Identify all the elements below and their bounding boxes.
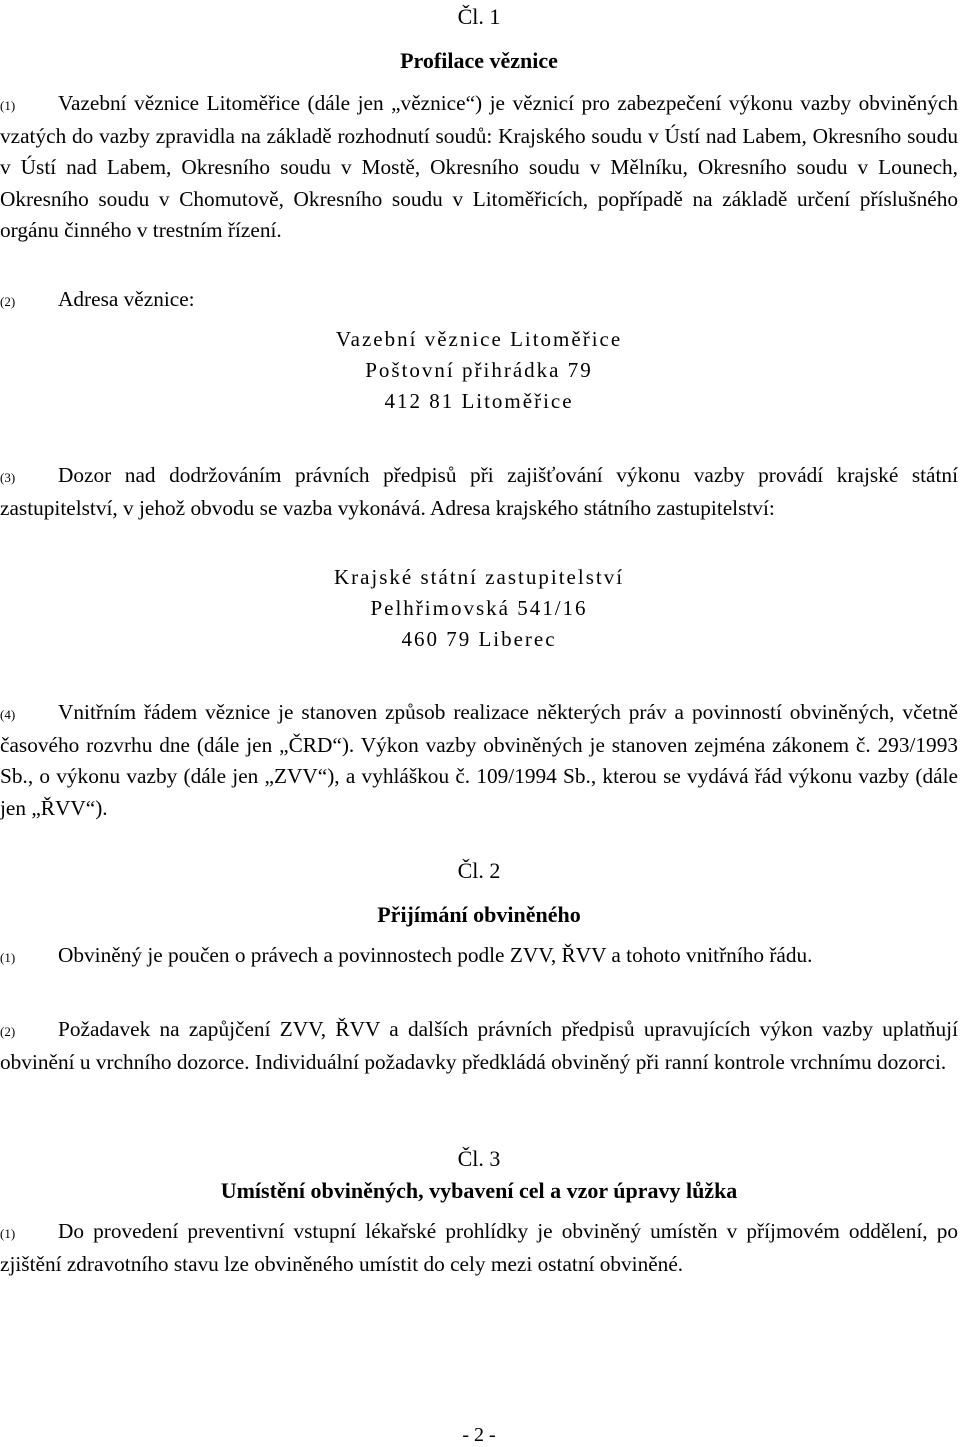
article-1-paragraph-4 <box>0 697 958 824</box>
prison-address <box>0 324 958 417</box>
page-number: - 2 - <box>462 1424 496 1446</box>
paragraph-text: Obviněný je poučen o právech a povinnostech podle ZVV, ŘVV a tohoto vnitřního řádu. <box>58 943 813 967</box>
paragraph-text: Adresa věznice: <box>58 287 195 311</box>
article-3-paragraph-1 <box>0 1216 958 1280</box>
paragraph-number: (2) <box>0 1024 16 1039</box>
article-1-title: Profilace věznice <box>400 48 558 73</box>
article-2-title: Přijímání obviněného <box>377 902 581 927</box>
paragraph-text: Dozor nad dodržováním právních předpisů při zajišťování výkonu vazby provádí krajské státní zastupitelství, v jehož obvodu se vazba vykonává. Adresa krajského státního zastupitelství: <box>0 463 958 521</box>
paragraph-number: (1) <box>0 98 16 113</box>
paragraph-number: (1) <box>0 950 16 965</box>
article-3-heading: Čl. 3 <box>457 1146 501 1171</box>
paragraph-text: Vnitřním řádem věznice je stanoven způsob realizace některých práv a povinností obviněných, včetně časového rozvrhu dne (dále jen „ČRD“). Výkon vazby obviněných je stanoven zejména zákonem č. 293/1993 Sb., o výkonu vazby (dále jen „ZVV“), a vyhláškou č. 109/1994 Sb., kterou se vydává řád výkonu vazby (dále jen „ŘVV“). <box>0 700 958 820</box>
address-line: Pelhřimovská 541/16 <box>370 596 588 620</box>
article-2-heading: Čl. 2 <box>457 858 501 883</box>
prosecutor-address <box>0 562 958 655</box>
address-line: 412 81 Litoměřice <box>384 389 574 413</box>
paragraph-number: (3) <box>0 470 16 485</box>
article-1-heading: Čl. 1 <box>457 4 501 29</box>
paragraph-text: Požadavek na zapůjčení ZVV, ŘVV a dalších právních předpisů upravujících výkon vazby uplatňují obvinění u vrchního dozorce. Individuální požadavky předkládá obviněný při ranní kontrole vrchnímu dozorci. <box>0 1017 958 1075</box>
article-1-paragraph-1 <box>0 88 958 246</box>
article-1-paragraph-2 <box>0 284 958 317</box>
article-2-paragraph-1 <box>0 940 958 973</box>
address-line: Krajské státní zastupitelství <box>333 565 625 589</box>
paragraph-text: Do provedení preventivní vstupní lékařské prohlídky je obviněný umístěn v příjmovém oddělení, po zjištění zdravotního stavu lze obviněného umístit do cely mezi ostatní obviněné. <box>0 1219 958 1277</box>
paragraph-number: (4) <box>0 707 16 722</box>
article-2-paragraph-2 <box>0 1014 958 1078</box>
paragraph-number: (1) <box>0 1226 16 1241</box>
address-line: 460 79 Liberec <box>401 627 557 651</box>
address-line: Poštovní přihrádka 79 <box>365 358 593 382</box>
article-1-paragraph-3 <box>0 460 958 524</box>
address-line: Vazební věznice Litoměřice <box>335 327 623 351</box>
article-3-title: Umístění obviněných, vybavení cel a vzor úpravy lůžka <box>220 1178 738 1203</box>
paragraph-text: Vazební věznice Litoměřice (dále jen „věznice“) je věznicí pro zabezpečení výkonu vazby obviněných vzatých do vazby zpravidla na základě rozhodnutí soudů: Krajského soudu v Ústí nad Labem, Okresního soudu v Ústí nad Labem, Okresního soudu v Mostě, Okresního soudu v Mělníku, Okresního soudu v Lounech, Okresního soudu v Chomutově, Okresního soudu v Litoměřicích, popřípadě na základě určení příslušného orgánu činného v trestním řízení. <box>0 91 958 242</box>
paragraph-number: (2) <box>0 294 16 309</box>
